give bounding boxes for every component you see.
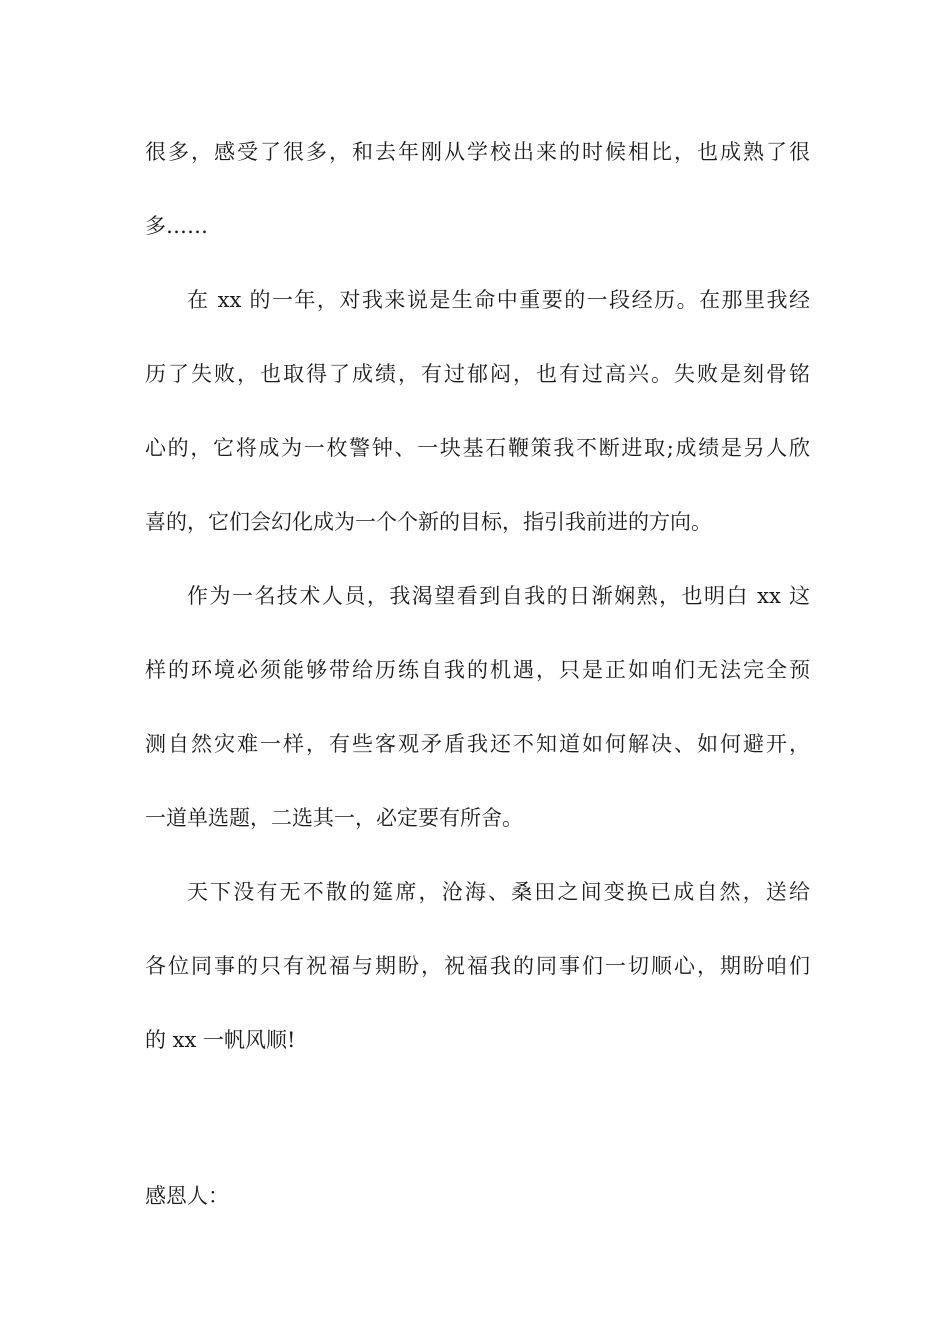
paragraph-4 — [145, 855, 810, 1077]
paragraph-3 — [145, 559, 810, 855]
paragraph-line: 多…… — [145, 214, 208, 238]
paragraph-line: 各位同事的只有祝福与期盼，祝福我的同事们一切顺心，期盼咱们 — [145, 954, 810, 978]
paragraph-line: 一道单选题，二选其一，必定要有所舍。 — [145, 806, 523, 830]
paragraph-line: 测自然灾难一样，有些客观矛盾我还不知道如何解决、如何避开， — [145, 732, 810, 756]
signature-label: 感恩人： — [145, 1184, 229, 1208]
paragraph-1 — [145, 115, 810, 263]
paragraph-line: 心的，它将成为一枚警钟、一块基石鞭策我不断进取;成绩是另人欣 — [145, 436, 810, 460]
paragraph-line: 很多，感受了很多，和去年刚从学校出来的时候相比，也成熟了很 — [145, 140, 810, 164]
paragraph-line: 的 xx 一帆风顺! — [145, 1028, 296, 1052]
paragraph-line: 天下没有无不散的筵席，沧海、桑田之间变换已成自然，送给 — [187, 880, 810, 904]
paragraph-line: 在 xx 的一年，对我来说是生命中重要的一段经历。在那里我经 — [187, 288, 810, 312]
paragraph-line: 作为一名技术人员，我渴望看到自我的日渐娴熟，也明白 xx 这 — [187, 584, 810, 608]
paragraph-line: 喜的，它们会幻化成为一个个新的目标，指引我前进的方向。 — [145, 510, 712, 534]
paragraph-line: 样的环境必须能够带给历练自我的机遇，只是正如咱们无法完全预 — [145, 658, 810, 682]
paragraph-line: 历了失败，也取得了成绩，有过郁闷，也有过高兴。失败是刻骨铭 — [145, 362, 810, 386]
paragraph-2 — [145, 263, 810, 559]
